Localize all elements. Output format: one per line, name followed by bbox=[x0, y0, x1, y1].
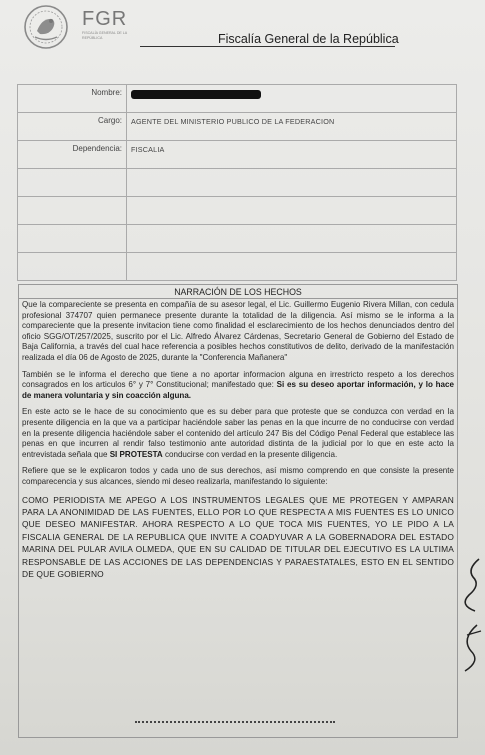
dependencia-value: FISCALIA bbox=[127, 141, 457, 169]
table-row bbox=[18, 253, 457, 281]
paragraph-5-statement: COMO PERIODISTA ME APEGO A LOS INSTRUMENTOS LEGALES QUE ME PROTEGEN Y AMPARAN PARA LA ANONIMIDAD DE LAS FUENTES, ELLO POR LO QUE RESPECTA A MIS FUENTES ES LO UNICO QUE DESEO MANIFESTAR. AHORA RESPECTO A LO QUE TOCA MIS FUENTES, YO LE PIDO A LA FISCALIA GENERAL DE LA REPUBLICA QUE INVITE A COADYUVAR A LA GOBERNADORA DEL ESTADO MARINA DEL PULAR AVILA OLMEDA, QUE EN SU CALIDAD DE TITULAR DEL EJECUTIVO ES LA ULTIMA RESPONSABLE DE LAS ACCIONES DE LAS DEPENDENCIAS Y PARAESTATALES, ESTO EN EL SENTIDO DE QUE GOBIERNO bbox=[22, 494, 454, 579]
page-title: Fiscalía General de la República bbox=[218, 32, 399, 46]
table-row bbox=[18, 141, 457, 169]
cargo-label: Cargo: bbox=[18, 113, 127, 141]
table-row bbox=[18, 85, 457, 113]
table-row bbox=[18, 113, 457, 141]
paragraph-2: También se le informa el derecho que tiene a no aportar informacion alguna en irrestricto respeto a los derechos consagrados en los articulos 6° y 7° Constitucional; manifestado que: Si es su deseo aportar información, y lo hace de manera voluntaria y sin coacción alguna. bbox=[22, 369, 454, 400]
table-row bbox=[18, 225, 457, 253]
nombre-value bbox=[127, 85, 457, 113]
fgr-logo-text: FGR bbox=[82, 8, 128, 30]
narracion-title: NARRACIÓN DE LOS HECHOS bbox=[19, 285, 457, 299]
narracion-body bbox=[19, 299, 457, 580]
table-row bbox=[18, 169, 457, 197]
fgr-logo-subtitle: FISCALÍA GENERAL DE LA REPÚBLICA bbox=[82, 31, 128, 40]
info-table bbox=[17, 84, 457, 281]
header-underline bbox=[140, 46, 395, 47]
handwritten-signature bbox=[447, 555, 485, 675]
dependencia-label: Dependencia: bbox=[18, 141, 127, 169]
cargo-value: AGENTE DEL MINISTERIO PUBLICO DE LA FEDERACION bbox=[127, 113, 457, 141]
paragraph-4: Refiere que se le explicaron todos y cada uno de sus derechos, así mismo comprendo en que consiste la presente comparecencia y sus alcances, siendo mi deseo realizarla, manifestando lo siguiente: bbox=[22, 466, 454, 486]
mexico-coat-of-arms-logo bbox=[22, 4, 70, 50]
nombre-label: Nombre: bbox=[18, 85, 127, 113]
table-row bbox=[18, 197, 457, 225]
redaction-bar bbox=[131, 90, 261, 99]
dotted-separator bbox=[135, 721, 335, 723]
narracion-section bbox=[18, 284, 458, 738]
paragraph-3: En este acto se le hace de su conocimiento que es su deber para que proteste que se conduzca con verdad en la presente diligencia en la que va a participar haciéndole saber las penas en la que incurre de no conducirse con verdad en la presente diligencia haciéndole saber el contenido del artículo 247 Bis del Código Penal Federal que establece las penas en que incurren al rendir falso testimonio ante autoridad distinta de la judicial por lo que en este acto la entrevistada señala que SI PROTESTA conducirse con verdad en la presente diligencia. bbox=[22, 407, 454, 459]
paragraph-1: Que la compareciente se presenta en compañía de su asesor legal, el Lic. Guillermo Eugenio Rivera Millan, con cedula profesional 374707 quien permanece presente durante la totalidad de la diligencia. Así mismo se le informa a la compareciente que la presente invitacion tiene como finalidad el esclarecimiento de los hechos denunciados dentro del oficio SGG/OT/257/2025, suscrito por el Lic. Alfredo Álvarez Cárdenas, Secretario General de Gobierno del Estado de Baja California, a través del cual hace referencia a posibles hechos constitutivos de delito, derivado de la manifestación realizada el día 06 de Agosto de 2025, durante la "Conferencia Mañanera" bbox=[22, 300, 454, 362]
